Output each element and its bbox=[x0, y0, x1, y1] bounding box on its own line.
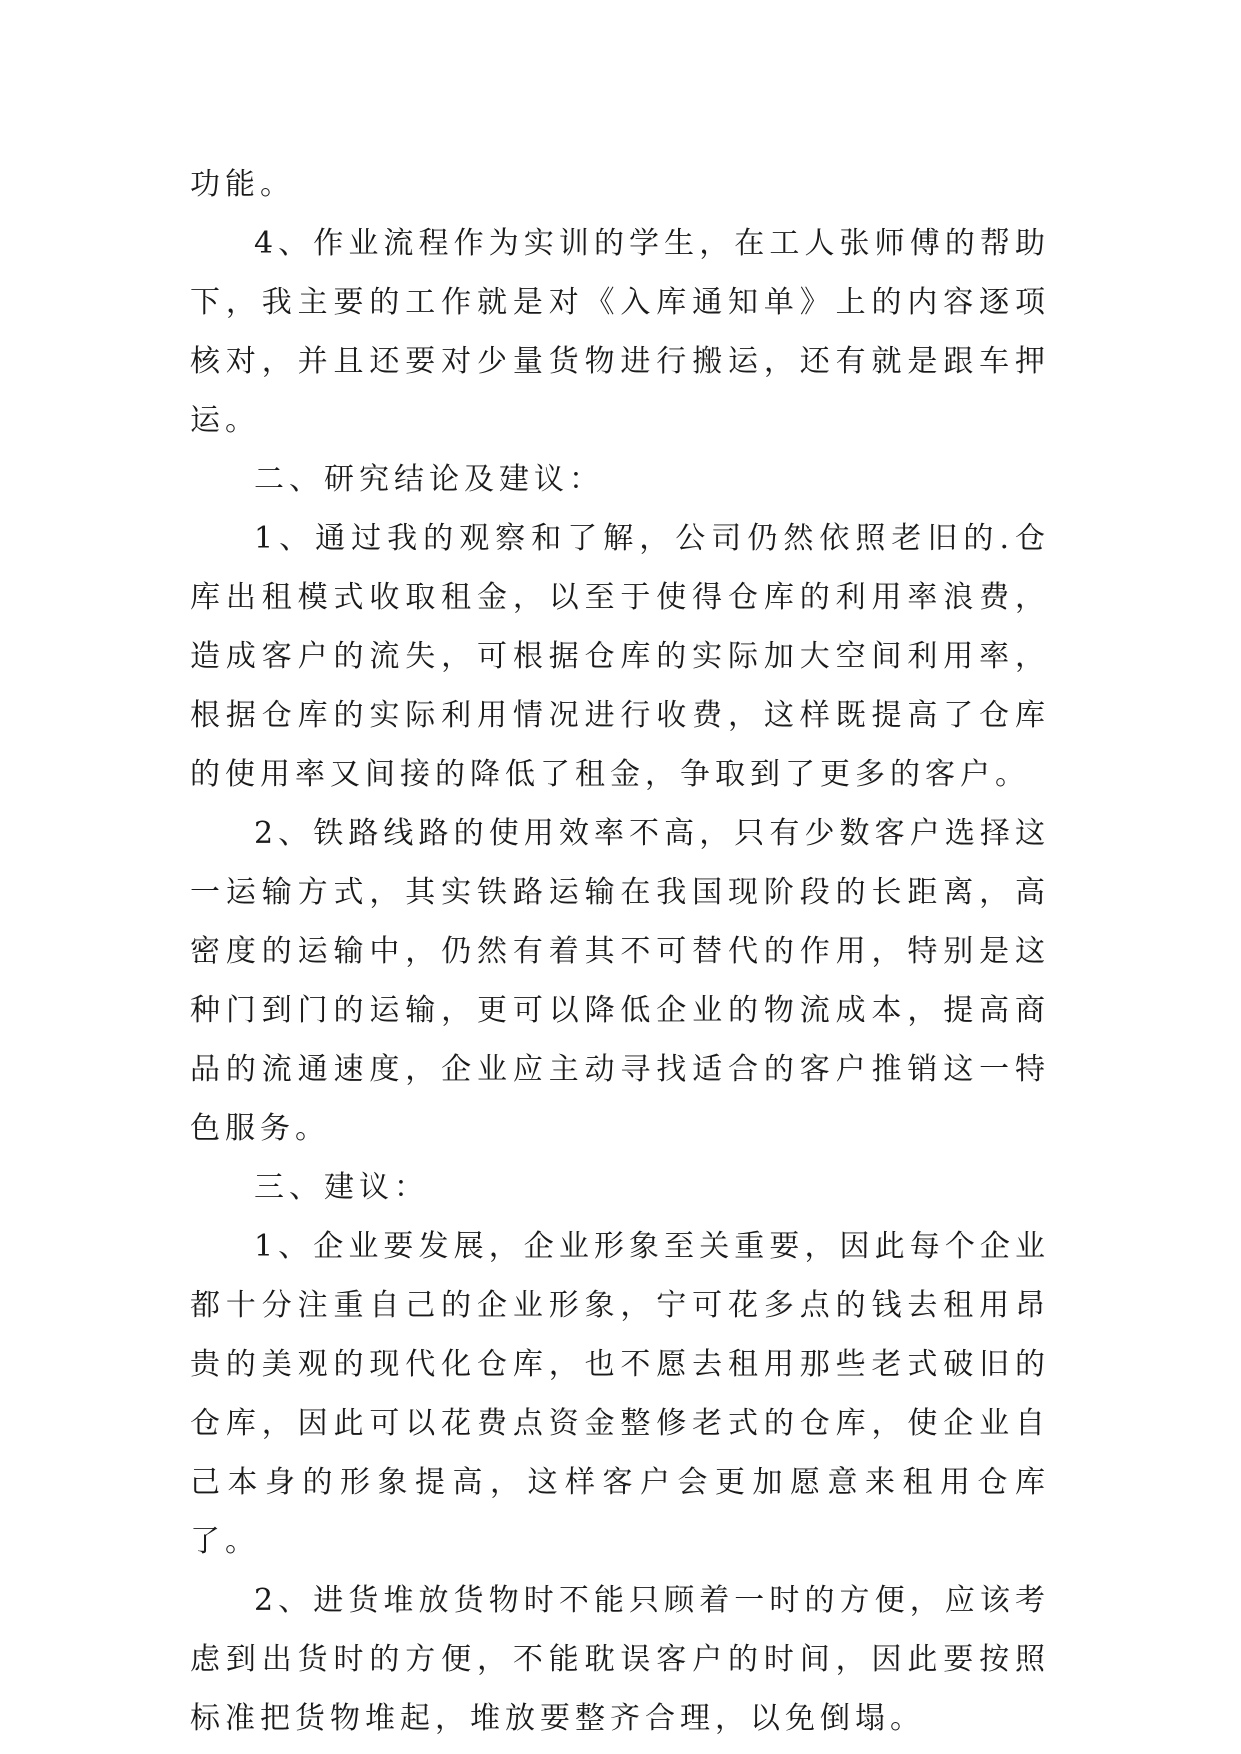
paragraph-3: 1、通过我的观察和了解，公司仍然依照老旧的.仓库出租模式收取租金，以至于使得仓库的利用率浪费，造成客户的流失，可根据仓库的实际加大空间利用率，根据仓库的实际利用情况进行收费，这样既提高了仓库的使用率又间接的降低了租金，争取到了更多的客户。 bbox=[190, 521, 1050, 792]
paragraph-5: 1、企业要发展，企业形象至关重要，因此每个企业都十分注重自己的企业形象，宁可花多点的钱去租用昂贵的美观的现代化仓库，也不愿去租用那些老式破旧的仓库，因此可以花费点资金整修老式的仓库，使企业自己本身的形象提高，这样客户会更加愿意来租用仓库了。 bbox=[190, 1229, 1050, 1559]
paragraph-2: 4、作业流程作为实训的学生，在工人张师傅的帮助下，我主要的工作就是对《入库通知单》上的内容逐项核对，并且还要对少量货物进行搬运，还有就是跟车押运。 bbox=[190, 226, 1050, 438]
paragraph-4: 2、铁路线路的使用效率不高，只有少数客户选择这一运输方式，其实铁路运输在我国现阶段的长距离，高密度的运输中，仍然有着其不可替代的作用，特别是这种门到门的运输，更可以降低企业的物流成本，提高商品的流通速度，企业应主动寻找适合的客户推销这一特色服务。 bbox=[190, 816, 1050, 1146]
section-heading-suggestions: 三、建议： bbox=[254, 1170, 429, 1205]
paragraph-1: 功能。 bbox=[190, 167, 295, 202]
paragraph-6: 2、进货堆放货物时不能只顾着一时的方便，应该考虑到出货时的方便，不能耽误客户的时间，因此要按照标准把货物堆起，堆放要整齐合理，以免倒塌。 bbox=[190, 1583, 1050, 1736]
section-heading-conclusions: 二、研究结论及建议： bbox=[254, 462, 604, 497]
document-body bbox=[190, 155, 1050, 1748]
